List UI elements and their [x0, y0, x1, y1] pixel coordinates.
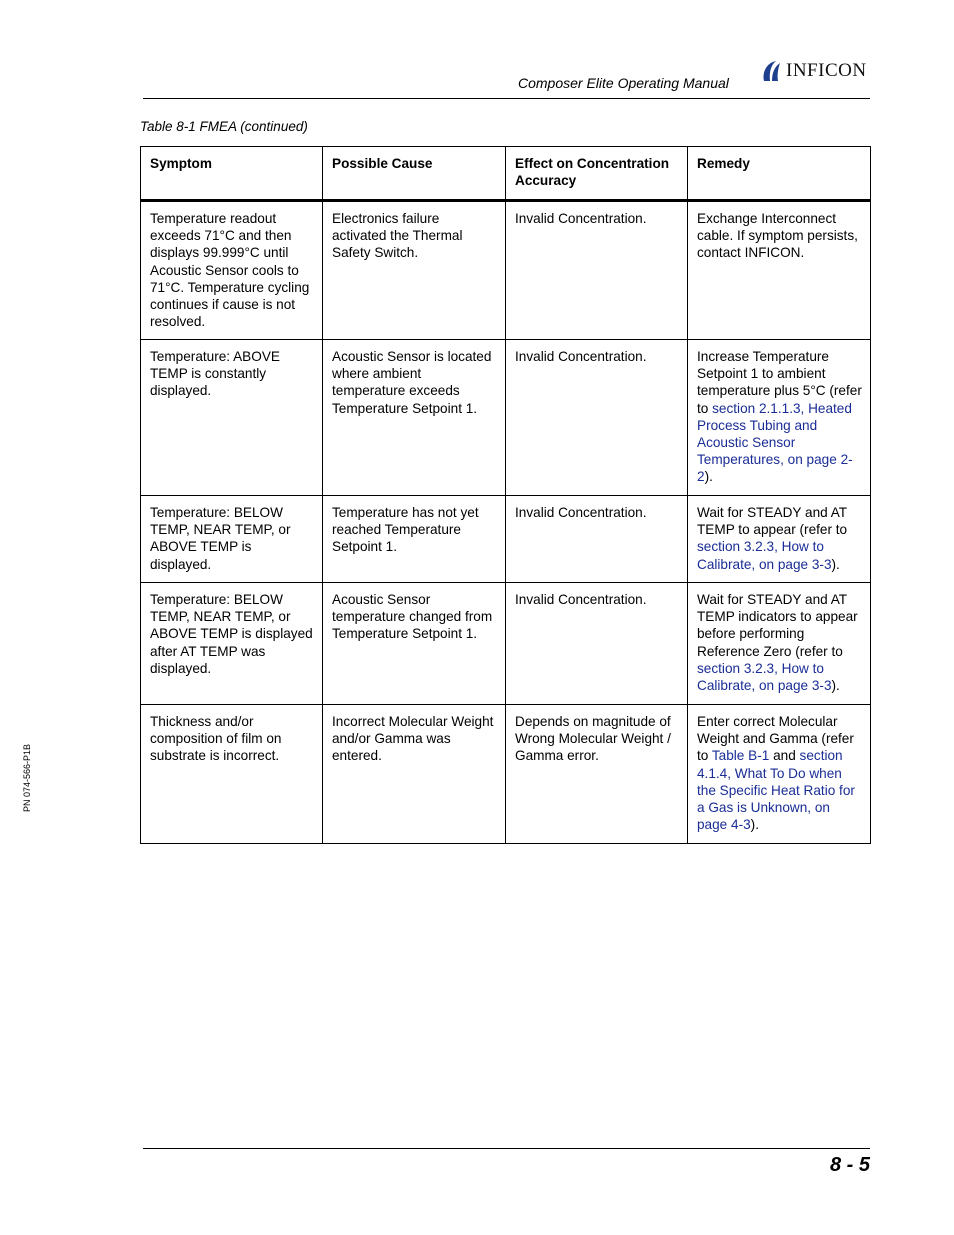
part-number: PN 074-566-P1B — [22, 743, 32, 812]
cell-symptom: Temperature: BELOW TEMP, NEAR TEMP, or ABOVE TEMP is displayed. — [141, 496, 323, 583]
cross-reference-link[interactable]: section 4.1.4, What To Do when the Specific Heat Ratio for a Gas is Unknown, on page 4-3 — [697, 748, 855, 833]
table-header-row — [141, 147, 871, 201]
remedy-text: Wait for STEADY and AT TEMP indicators to appear before performing Reference Zero (refer to — [697, 592, 858, 659]
remedy-text: Wait for STEADY and AT TEMP to appear (refer to — [697, 505, 848, 538]
cell-remedy — [688, 496, 871, 583]
column-header-remedy: Remedy — [688, 147, 871, 201]
cell-remedy — [688, 340, 871, 496]
cell-effect: Invalid Concentration. — [506, 340, 688, 496]
cross-reference-link[interactable]: section 2.1.1.3, Heated Process Tubing and Acoustic Sensor Temperatures, on page 2-2 — [697, 400, 853, 485]
remedy-text: Increase Temperature Setpoint 1 to ambient temperature plus 5°C (refer to — [697, 349, 862, 416]
cell-symptom: Thickness and/or composition of film on substrate is incorrect. — [141, 705, 323, 844]
page-number: 8 - 5 — [829, 1154, 870, 1176]
remedy-text: ). — [750, 817, 759, 833]
cell-cause: Acoustic Sensor is located where ambient temperature exceeds Temperature Setpoint 1. — [323, 340, 506, 496]
remedy-text: ). — [831, 678, 840, 694]
cell-effect: Invalid Concentration. — [506, 583, 688, 705]
cell-cause: Electronics failure activated the Thermal Safety Switch. — [323, 201, 506, 340]
cross-reference-link[interactable]: section 3.2.3, How to Calibrate, on page 3-3 — [697, 660, 832, 694]
cell-cause: Incorrect Molecular Weight and/or Gamma was entered. — [323, 705, 506, 844]
table-row — [141, 340, 871, 496]
table-row — [141, 705, 871, 844]
cell-cause: Acoustic Sensor temperature changed from Temperature Setpoint 1. — [323, 583, 506, 705]
column-header-symptom: Symptom — [141, 147, 323, 201]
logo-text: INFICON — [786, 60, 867, 81]
table-row — [141, 583, 871, 705]
manual-title: Composer Elite Operating Manual — [518, 75, 729, 91]
remedy-text: ). — [831, 556, 840, 572]
cell-effect: Depends on magnitude of Wrong Molecular Weight / Gamma error. — [506, 705, 688, 844]
fmea-table — [140, 146, 871, 844]
table-caption: Table 8-1 FMEA (continued) — [140, 119, 308, 134]
footer-rule — [143, 1148, 870, 1149]
table-row — [141, 496, 871, 583]
cell-remedy — [688, 705, 871, 844]
cell-effect: Invalid Concentration. — [506, 496, 688, 583]
cross-reference-link[interactable]: Table B-1 — [711, 748, 770, 764]
inficon-logo-mark-icon — [760, 59, 782, 83]
cell-cause: Temperature has not yet reached Temperature Setpoint 1. — [323, 496, 506, 583]
cell-symptom: Temperature readout exceeds 71°C and then displays 99.999°C until Acoustic Sensor cools to 71°C. Temperature cycling continues if cause is not resolved. — [141, 201, 323, 340]
cell-remedy — [688, 583, 871, 705]
header-rule — [143, 98, 870, 99]
cell-symptom: Temperature: ABOVE TEMP is constantly displayed. — [141, 340, 323, 496]
cross-reference-link[interactable]: section 3.2.3, How to Calibrate, on page 3-3 — [697, 539, 832, 572]
remedy-text: Exchange Interconnect cable. If symptom persists, contact INFICON. — [697, 211, 858, 261]
cell-effect: Invalid Concentration. — [506, 201, 688, 340]
remedy-text: ). — [704, 469, 713, 485]
cell-symptom: Temperature: BELOW TEMP, NEAR TEMP, or ABOVE TEMP is displayed after AT TEMP was displayed. — [141, 583, 323, 705]
column-header-cause: Possible Cause — [323, 147, 506, 201]
table-row — [141, 201, 871, 340]
column-header-effect: Effect on Concentration Accuracy — [506, 147, 688, 201]
inficon-logo — [760, 58, 867, 84]
remedy-text: Enter correct Molecular Weight and Gamma (refer to — [697, 714, 854, 764]
remedy-text: and — [769, 748, 800, 764]
cell-remedy — [688, 201, 871, 340]
